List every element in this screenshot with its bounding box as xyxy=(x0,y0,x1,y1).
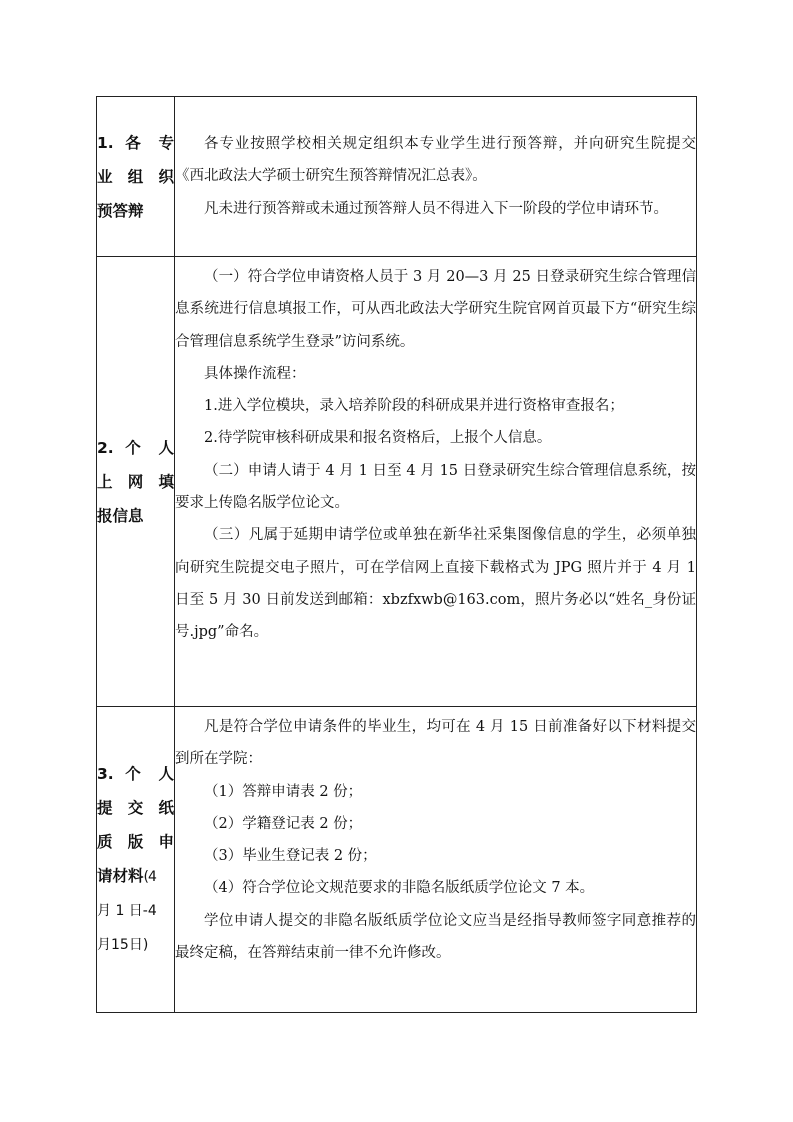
paragraph: 2.待学院审核科研成果和报名资格后，上报个人信息。 xyxy=(204,430,552,447)
row-label-line: 预答辩 xyxy=(97,201,144,220)
row-content xyxy=(175,257,697,707)
row-label-line: 上 网 填 xyxy=(97,472,174,491)
row-label xyxy=(97,707,175,1013)
row-label-line: 月15日) xyxy=(97,937,149,953)
procedure-table xyxy=(96,96,697,1013)
row-label-line: 质 版 申 xyxy=(97,833,174,851)
row-label-line xyxy=(97,859,174,894)
paragraph: （二）申请人请于 4 月 1 日至 4 月 15 日登录研究生综合管理信息系统，按要求上传隐名版学位论文。 xyxy=(175,462,696,512)
paragraph: 各专业按照学校相关规定组织本专业学生进行预答辩，并向研究生院提交《西北政法大学硕士研究生预答辩情况汇总表》。 xyxy=(175,136,696,185)
row-label-line: 报信息 xyxy=(97,506,144,525)
row-label xyxy=(97,257,175,707)
table-row xyxy=(97,97,697,257)
row-label-note: (4 xyxy=(143,869,156,885)
paragraph: （1）答辩申请表 2 份； xyxy=(204,783,363,800)
row-label-line: 3. 个 人 xyxy=(97,765,174,783)
row-content xyxy=(175,707,697,1013)
table-row xyxy=(97,257,697,707)
table-row xyxy=(97,707,697,1013)
row-label-line: 1. 各 专 xyxy=(97,133,174,152)
paragraph: 凡未进行预答辩或未通过预答辩人员不得进入下一阶段的学位申请环节。 xyxy=(204,200,668,217)
row-label-line: 2. 个 人 xyxy=(97,438,174,457)
paragraph: （三）凡属于延期申请学位或单独在新华社采集图像信息的学生，必须单独向研究生院提交电子照片，可在学信网上直接下载格式为 JPG 照片并于 4 月 1 日至 5 月 30 日前发送到邮箱：xbzfxwb@163.com，照片务必以“姓名_身份证号.jpg”命名。 xyxy=(175,527,696,641)
paragraph: （4）符合学位论文规范要求的非隐名版纸质学位论文 7 本。 xyxy=(204,880,595,897)
row-content xyxy=(175,97,697,257)
row-label xyxy=(97,97,175,257)
row-label-text: 请材料 xyxy=(97,867,144,885)
paragraph: 凡是符合学位申请条件的毕业生，均可在 4 月 15 日前准备好以下材料提交到所在学院： xyxy=(175,719,696,768)
row-label-line: 业 组 织 xyxy=(97,167,174,186)
paragraph: 具体操作流程： xyxy=(204,365,306,382)
row-label-line: 提 交 纸 xyxy=(97,799,174,817)
row-label-line: 月 1 日-4 xyxy=(97,903,157,919)
paragraph: （一）符合学位申请资格人员于 3 月 20—3 月 25 日登录研究生综合管理信息系统进行信息填报工作，可从西北政法大学研究生院官网首页最下方“研究生综合管理信息系统学生登录”访问系统。 xyxy=(175,269,696,350)
paragraph: 1.进入学位模块，录入培养阶段的科研成果并进行资格审查报名； xyxy=(204,398,624,415)
paragraph: （2）学籍登记表 2 份； xyxy=(204,815,363,832)
paragraph: 学位申请人提交的非隐名版纸质学位论文应当是经指导教师签字同意推荐的最终定稿，在答辩结束前一律不允许修改。 xyxy=(175,912,696,962)
paragraph: （3）毕业生登记表 2 份； xyxy=(204,848,377,865)
